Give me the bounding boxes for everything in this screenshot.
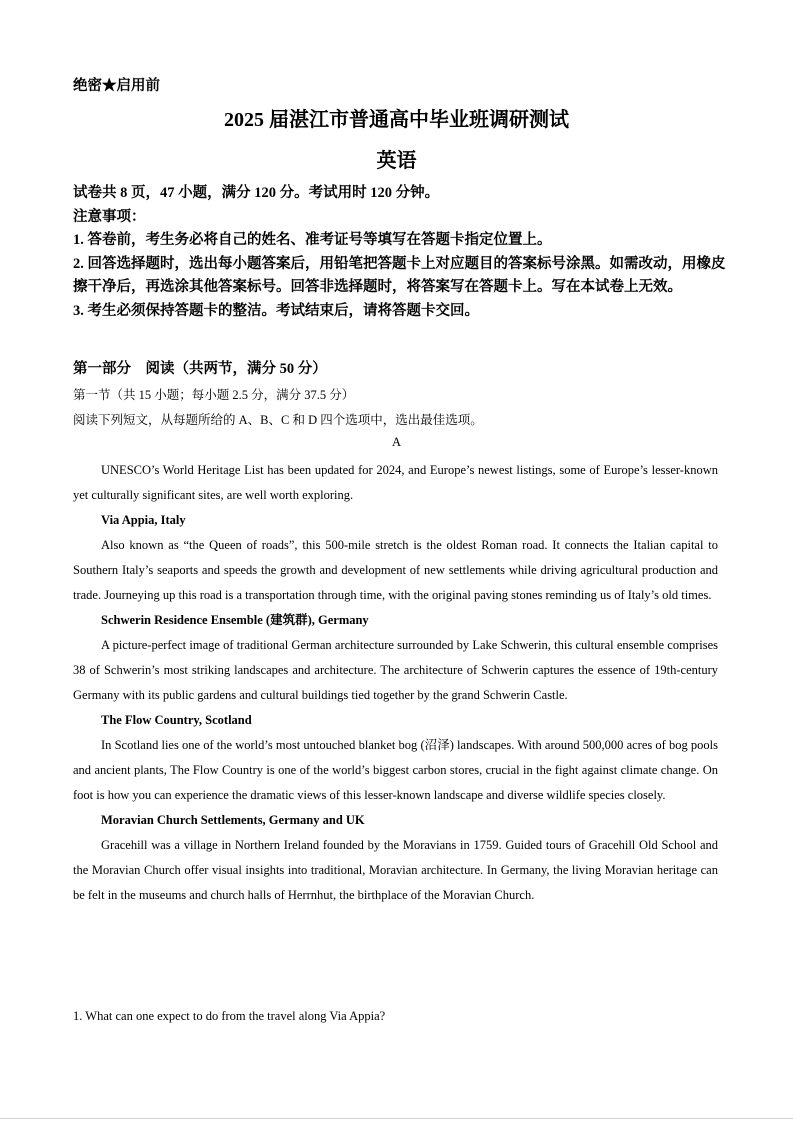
exam-title: 2025 届湛江市普通高中毕业班调研测试 (224, 109, 569, 131)
subject-title: 英语 (376, 150, 417, 172)
secret-label: 绝密★启用前 (73, 78, 160, 94)
site-heading: Via Appia, Italy (101, 513, 186, 527)
site-paragraph: In Scotland lies one of the world’s most untouched blanket bog (沼泽) landscapes. With around 500,000 acres of bog pools and ancient plants, The Flow Country is one of the world’s biggest carbon stores, crucial in the fight against climate change. On foot is how you can experience the dramatic views of this lesser-known landscape and diverse wildlife species closely. (73, 738, 718, 802)
exam-summary: 试卷共 8 页，47 小题，满分 120 分。考试用时 120 分钟。 (73, 185, 440, 201)
site-heading: Moravian Church Settlements, Germany and UK (101, 813, 365, 827)
instructions-block (73, 182, 728, 324)
section-one-heading: 第一节（共 15 小题；每小题 2.5 分，满分 37.5 分） (73, 388, 355, 402)
part-one-heading: 第一部分 阅读（共两节，满分 50 分） (73, 361, 327, 377)
page-bottom-divider (0, 1118, 793, 1119)
notice-item-2: 2. 回答选择题时，选出每小题答案后，用铅笔把答题卡上对应题目的答案标号涂黑。如需改动，用橡皮擦干净后，再选涂其他答案标号。回答非选择题时，将答案写在答题卡上。写在本试卷上无效。 (73, 255, 726, 296)
notice-item-1: 1. 答卷前，考生务必将自己的姓名、准考证号等填写在答题卡指定位置上。 (73, 232, 552, 249)
notice-label: 注意事项： (73, 208, 146, 225)
reading-directions: 阅读下列短文，从每题所给的 A、B、C 和 D 四个选项中，选出最佳选项。 (73, 413, 483, 427)
site-paragraph: Gracehill was a village in Northern Ireland founded by the Moravians in 1759. Guided tours of Gracehill Old School and the Moravian Church offer visual insights into traditional, Moravian architecture. In Germany, the living Moravian heritage can be felt in the museums and church halls of Herrnhut, the birthplace of the Moravian Church. (73, 838, 718, 902)
site-heading: The Flow Country, Scotland (101, 713, 252, 727)
passage-body (73, 458, 718, 908)
site-paragraph: A picture-perfect image of traditional German architecture surrounded by Lake Schwerin, this cultural ensemble comprises 38 of Schwerin’s most striking landscapes and architecture. The architecture of Schwerin captures the essence of 19th-century Germany with its public gardens and cultural buildings tied together by the grand Schwerin Castle. (73, 638, 718, 702)
question-1: 1. What can one expect to do from the travel along Via Appia? (73, 1009, 386, 1023)
site-heading: Schwerin Residence Ensemble (建筑群), Germany (101, 613, 369, 627)
passage-letter: A (391, 435, 402, 449)
passage-intro: UNESCO’s World Heritage List has been updated for 2024, and Europe’s newest listings, some of Europe’s lesser-known yet culturally significant sites, are well worth exploring. (73, 463, 718, 502)
notice-item-3: 3. 考生必须保持答题卡的整洁。考试结束后，请将答题卡交回。 (73, 302, 479, 319)
site-paragraph: Also known as “the Queen of roads”, this 500-mile stretch is the oldest Roman road. It connects the Italian capital to Southern Italy’s seaports and speeds the growth and development of new settlements while driving agricultural production and trade. Journeying up this road is a transportation through time, with the original paving stones reminding us of Italy’s old times. (73, 538, 718, 602)
